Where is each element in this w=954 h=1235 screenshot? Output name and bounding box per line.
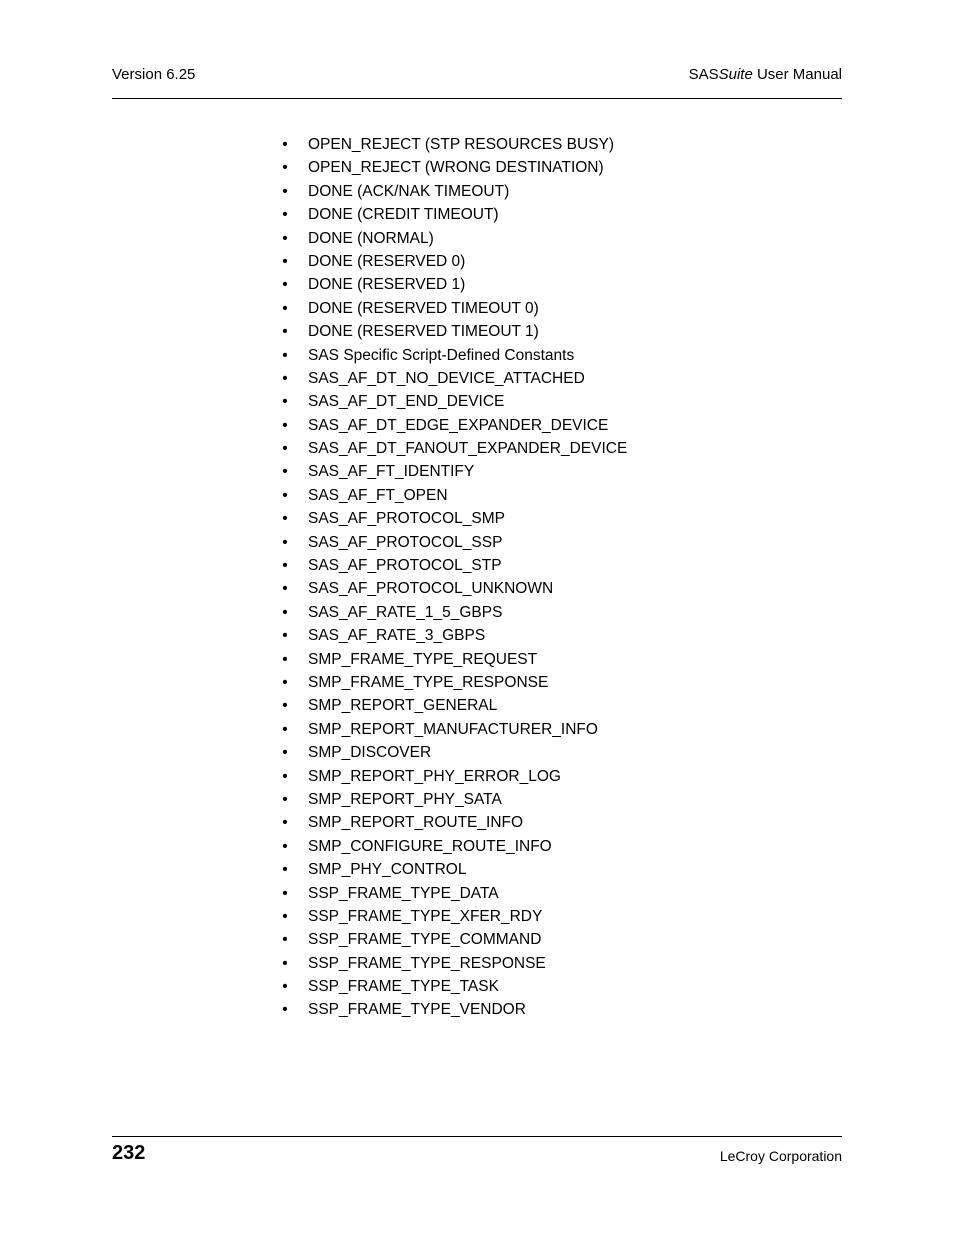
list-item-text: SSP_FRAME_TYPE_TASK (308, 978, 499, 996)
bullet-glyph: • (282, 907, 288, 925)
list-item-text: SMP_REPORT_MANUFACTURER_INFO (308, 720, 598, 738)
list-item-text: DONE (RESERVED 0) (308, 252, 466, 270)
list-item-text: SMP_REPORT_PHY_SATA (308, 790, 502, 808)
bullet-glyph: • (282, 790, 288, 808)
footer-divider (112, 1136, 842, 1137)
manual-title-prefix: SAS (688, 66, 719, 83)
manual-title-suffix: User Manual (752, 66, 842, 83)
bullet-glyph: • (282, 720, 288, 738)
manual-title-italic: Suite (718, 66, 753, 83)
bullet-glyph: • (282, 393, 288, 411)
list-item-text: SAS_AF_RATE_1_5_GBPS (308, 603, 503, 621)
bullet-glyph: • (282, 136, 288, 153)
list-item-text: SAS_AF_DT_NO_DEVICE_ATTACHED (308, 369, 585, 387)
list-item-text: DONE (RESERVED 1) (308, 276, 466, 294)
bullet-glyph: • (282, 814, 288, 832)
list-item-text: SMP_REPORT_GENERAL (308, 697, 498, 715)
bullet-glyph: • (282, 837, 288, 855)
bullet-glyph: • (282, 206, 288, 224)
list-item-text: DONE (CREDIT TIMEOUT) (308, 206, 499, 224)
list-item-text: SAS_AF_PROTOCOL_UNKNOWN (308, 580, 554, 598)
bullet-glyph: • (282, 533, 288, 551)
list-item-text: SAS_AF_DT_FANOUT_EXPANDER_DEVICE (308, 440, 628, 458)
manual-title (689, 66, 842, 83)
list-item-text: SSP_FRAME_TYPE_XFER_RDY (308, 907, 543, 925)
list-item-text: SAS_AF_DT_EDGE_EXPANDER_DEVICE (308, 416, 609, 434)
list-item-text: SAS_AF_DT_END_DEVICE (308, 393, 505, 411)
bullet-glyph: • (282, 580, 288, 598)
bullet-glyph: • (282, 346, 288, 364)
bullet-glyph: • (282, 884, 288, 902)
bullet-glyph: • (282, 673, 288, 691)
page-header (112, 66, 842, 86)
bullet-glyph: • (282, 416, 288, 434)
bullet-glyph: • (282, 323, 288, 341)
company-name: LeCroy Corporation (719, 1148, 842, 1164)
bullet-glyph: • (282, 744, 288, 762)
list-item-text: SAS_AF_PROTOCOL_SSP (308, 533, 503, 551)
bullet-glyph: • (282, 557, 288, 575)
list-item-text: SAS_AF_PROTOCOL_SMP (308, 510, 505, 528)
bullet-glyph: • (282, 931, 288, 949)
bullet-glyph: • (282, 463, 288, 481)
list-item-text: SAS_AF_PROTOCOL_STP (308, 557, 502, 575)
bullet-glyph: • (282, 276, 288, 294)
list-item-text: DONE (RESERVED TIMEOUT 0) (308, 299, 539, 317)
list-item-text: DONE (ACK/NAK TIMEOUT) (308, 182, 510, 200)
list-item-text: DONE (NORMAL) (308, 229, 434, 247)
page-number: 232 (112, 1142, 146, 1164)
list-item-text: OPEN_REJECT (STP RESOURCES BUSY) (308, 136, 615, 153)
bullet-glyph: • (282, 182, 288, 200)
bullet-glyph: • (282, 767, 288, 785)
bullet-glyph: • (282, 650, 288, 668)
list-item-text: SMP_REPORT_ROUTE_INFO (308, 814, 524, 832)
list-item-text: DONE (RESERVED TIMEOUT 1) (308, 323, 539, 341)
version-label: Version 6.25 (112, 66, 196, 83)
list-item-text: SMP_FRAME_TYPE_RESPONSE (308, 673, 549, 691)
bullet-glyph: • (282, 486, 288, 504)
bullet-glyph: • (282, 697, 288, 715)
bullet-glyph: • (282, 440, 288, 458)
list-item-text: SAS_AF_RATE_3_GBPS (308, 627, 486, 645)
list-item-text: SMP_DISCOVER (308, 744, 432, 762)
list-item-text: SMP_PHY_CONTROL (308, 861, 467, 879)
bullet-glyph: • (282, 603, 288, 621)
list-item-text: SMP_CONFIGURE_ROUTE_INFO (308, 837, 552, 855)
bullet-glyph: • (282, 229, 288, 247)
bullet-glyph: • (282, 861, 288, 879)
bullet-glyph: • (282, 627, 288, 645)
bullet-glyph: • (282, 369, 288, 387)
list-item-text: SMP_FRAME_TYPE_REQUEST (308, 650, 538, 668)
list-item-text: SSP_FRAME_TYPE_RESPONSE (308, 954, 546, 972)
bullet-glyph: • (282, 510, 288, 528)
bullet-glyph: • (282, 252, 288, 270)
list-item-text: SSP_FRAME_TYPE_VENDOR (308, 1001, 526, 1019)
header-divider (112, 98, 842, 99)
list-item-text: OPEN_REJECT (WRONG DESTINATION) (308, 159, 604, 177)
list-item-text: SSP_FRAME_TYPE_COMMAND (308, 931, 542, 949)
bullet-glyph: • (282, 978, 288, 996)
list-item-text: SMP_REPORT_PHY_ERROR_LOG (308, 767, 561, 785)
bullet-glyph: • (282, 159, 288, 177)
bullet-glyph: • (282, 954, 288, 972)
list-item-text: SAS_AF_FT_OPEN (308, 486, 448, 504)
list-item-text: SSP_FRAME_TYPE_DATA (308, 884, 499, 902)
bullet-glyph: • (282, 1001, 288, 1019)
list-item-text: SAS Specific Script-Defined Constants (308, 346, 575, 364)
bullet-glyph: • (282, 299, 288, 317)
list-item-text: SAS_AF_FT_IDENTIFY (308, 463, 475, 481)
